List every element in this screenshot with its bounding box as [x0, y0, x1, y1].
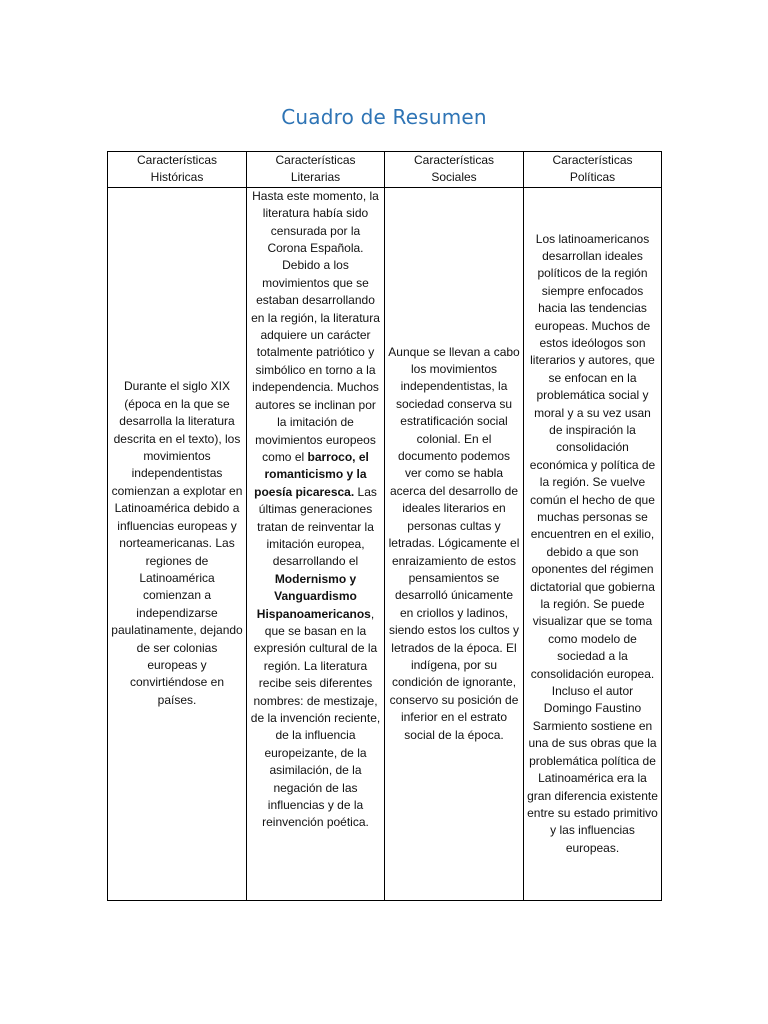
table-row: [108, 187, 662, 900]
header-line: Históricas: [150, 170, 204, 185]
header-line: Literarias: [290, 170, 341, 185]
summary-table: [107, 151, 662, 901]
header-sociales: [385, 152, 524, 188]
header-line: Características: [275, 153, 356, 167]
literarias-text-2: Las últimas generaciones tratan de reinventar la imitación europea, desarrollando el: [257, 484, 377, 569]
header-line: Políticas: [569, 170, 616, 185]
cell-sociales: Aunque se llevan a cabo los movimientos independentistas, la sociedad conserva su estratificación social colonial. En el documento podemos ver como se habla acerca del desarrollo de ideales literarios en personas cultas y letradas. Lógicamente el enraizamiento de estos pensamientos se desarrolló únicamente en criollos y ladinos, siendo estos los cultos y letrados de la época. El indígena, por su condición de ignorante, conservo su posición de inferior en el estrato social de la época.: [385, 187, 524, 900]
header-line: Características: [136, 153, 218, 167]
page-title: Cuadro de Resumen: [281, 105, 487, 129]
header-historicas: [108, 152, 247, 188]
header-line: Características: [413, 153, 495, 167]
literarias-text-3: , que se basan en la expresión cultural de la región. La literatura recibe seis diferentes nombres: de mestizaje, de la invención reciente, de la influencia europeizante, de la asimilación, de la negación de las influencias y de la reinvención poética.: [250, 606, 381, 830]
cell-literarias: [247, 187, 385, 900]
literarias-text-1: Hasta este momento, la literatura había sido censurada por la Corona Española. Debido a los movimientos que se estaban desarrollando en la región, la literatura adquiere un carácter totalmente patriótico y simbólico en torno a la independencia. Muchos autores se inclinan por la imitación de movimientos europeos como el: [251, 188, 380, 464]
header-politicas: [524, 152, 662, 188]
cell-historicas: Durante el siglo XIX (época en la que se desarrolla la literatura descrita en el texto), los movimientos independentistas comienzan a explotar en Latinoamérica debido a influencias europeas y norteamericanas. Las regiones de Latinoamérica comienzan a independizarse paulatinamente, dejando de ser colonias europeas y convirtiéndose en países.: [108, 187, 247, 900]
header-line: Sociales: [431, 170, 477, 185]
table-header-row: [108, 152, 662, 188]
literarias-bold-1: barroco, el romanticismo y la poesía picaresca.: [254, 449, 369, 499]
header-line: Características: [552, 153, 633, 167]
header-literarias: [247, 152, 385, 188]
literarias-bold-2: Modernismo y Vanguardismo Hispanoamericanos: [256, 571, 371, 621]
cell-politicas: Los latinoamericanos desarrollan ideales políticos de la región siempre enfocados hacia las tendencias europeas. Muchos de estos ideólogos son literarios y autores, que se enfocan en la problemática social y moral y a su vez usan de inspiración la consolidación económica y política de la región. Se vuelve común el hecho de que muchas personas se encuentren en el exilio, debido a que son oponentes del régimen dictatorial que gobierna la región. Se puede visualizar que se toma como modelo de sociedad a la consolidación europea. Incluso el autor Domingo Faustino Sarmiento sostiene en una de sus obras que la problemática política de Latinoamérica era la gran diferencia existente entre su estado primitivo y las influencias europeas.: [524, 187, 662, 900]
